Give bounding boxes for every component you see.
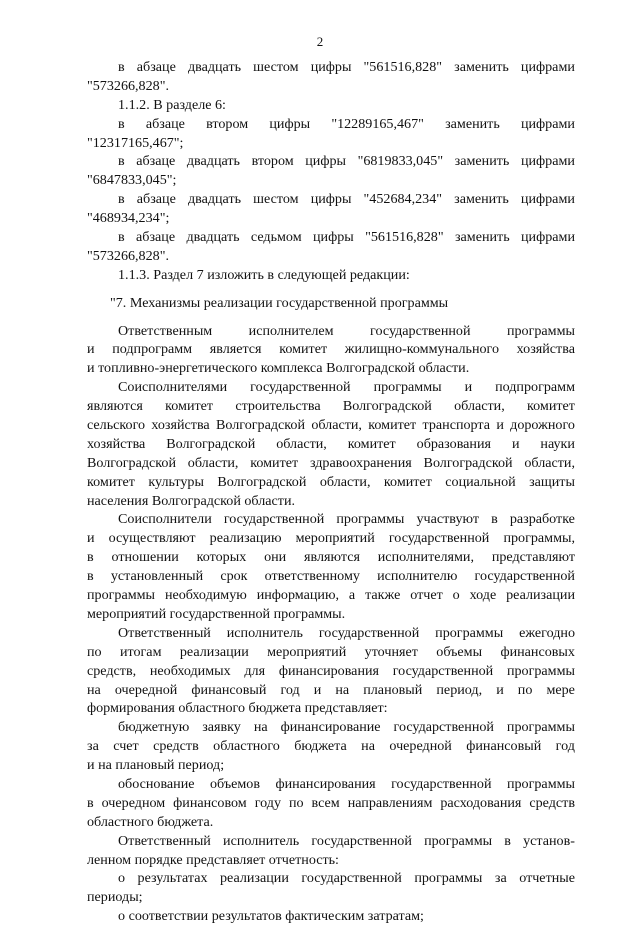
word: по — [517, 681, 533, 698]
word: финансирования — [278, 662, 380, 679]
word: цифры — [313, 229, 354, 246]
text-line — [87, 416, 575, 435]
word: втором — [206, 115, 249, 132]
word: цифры — [310, 191, 352, 208]
word: по — [288, 794, 304, 811]
word: реализацию — [209, 530, 282, 547]
word: государственной — [301, 870, 402, 887]
word: хозяйства — [87, 435, 146, 452]
word: государственной — [370, 322, 471, 339]
word: исполнителю — [377, 568, 458, 585]
word: они — [264, 549, 287, 566]
word: цифрами — [520, 115, 575, 132]
word: абзаце — [136, 229, 176, 246]
word: финансовый — [191, 681, 267, 698]
word: комитет — [250, 454, 299, 471]
word: образования — [416, 435, 491, 452]
word: год — [280, 681, 300, 698]
document-body — [87, 58, 575, 926]
text-line — [87, 171, 575, 190]
text-line — [87, 322, 575, 341]
line-text: и топливно-энергетического комплекса Волгоградской области. — [87, 360, 470, 377]
word: в — [118, 153, 125, 170]
word: государственной — [393, 719, 494, 736]
word: абзаце — [136, 191, 176, 208]
word: государственной — [318, 624, 420, 641]
word: области, — [311, 417, 362, 434]
word: реализации — [220, 870, 289, 887]
line-text: мероприятий государственной программы. — [87, 605, 346, 622]
word: ходе — [469, 587, 497, 604]
word: государственной — [391, 775, 492, 792]
word: абзаце — [136, 59, 176, 75]
text-line — [87, 662, 575, 681]
page-number: 2 — [316, 34, 324, 49]
word: подпрограмм — [495, 379, 575, 396]
word: программы, — [503, 530, 575, 547]
text-line — [87, 58, 575, 77]
word: цифрами — [520, 59, 575, 75]
line-text: 1.1.3. Раздел 7 изложить в следующей редакции: — [118, 266, 410, 283]
text-line — [87, 435, 575, 454]
word: мере — [546, 681, 575, 698]
word: комитет — [527, 398, 575, 415]
line-text: населения Волгоградской области. — [87, 492, 296, 509]
word: отчетные — [519, 870, 575, 887]
word: государственной — [250, 379, 351, 396]
word: году — [254, 794, 281, 811]
word: и — [464, 379, 473, 396]
text-line — [87, 548, 575, 567]
word: "6819833,045" — [357, 153, 444, 170]
word: Ответственным — [118, 322, 213, 339]
word: установленный — [110, 568, 204, 585]
word: Волгоградской — [423, 454, 513, 471]
line-text: ленном порядке представляет отчетность: — [87, 851, 339, 868]
word: социальной — [445, 473, 516, 490]
word: необходимую — [164, 587, 247, 604]
word: расходования — [440, 794, 522, 811]
word: очередной — [114, 681, 178, 698]
word: финансовых — [500, 643, 575, 660]
text-line — [87, 813, 575, 832]
line-text: периоды; — [87, 889, 143, 906]
text-line — [87, 794, 575, 813]
word: двадцать — [186, 153, 240, 170]
word: хозяйства — [516, 341, 575, 358]
word: комитет — [165, 398, 214, 415]
word: заменить — [454, 153, 510, 170]
word: являются — [304, 549, 360, 566]
text-line — [87, 529, 575, 548]
word: на — [335, 681, 350, 698]
text-line — [87, 775, 575, 794]
word: информацию, — [256, 587, 339, 604]
word: комитет — [347, 435, 396, 452]
word: государственной — [388, 530, 490, 547]
text-line — [87, 832, 575, 851]
line-text: "6847833,045"; — [87, 172, 177, 189]
word: являются — [87, 398, 143, 415]
text-line — [87, 643, 575, 662]
word: финансирования — [275, 775, 376, 792]
text-line — [87, 454, 575, 473]
word: объемов — [209, 775, 260, 792]
line-text: областного бюджета. — [87, 813, 214, 830]
word: программы — [506, 662, 575, 679]
word: программы — [435, 624, 504, 641]
word: защиты — [529, 473, 575, 490]
text-line — [87, 888, 575, 907]
word: программы — [373, 379, 442, 396]
text-line — [87, 152, 575, 171]
word: строительства — [235, 398, 321, 415]
word: Волгоградской — [215, 417, 305, 434]
word: уточняет — [364, 643, 418, 660]
word: на — [87, 681, 101, 698]
word: программы — [424, 832, 493, 849]
word: цифры — [305, 153, 346, 170]
word: государственной — [474, 568, 575, 585]
text-line — [87, 473, 575, 492]
word: отношении — [111, 549, 179, 566]
word: комитет — [383, 473, 432, 490]
word: Волгоградской — [166, 435, 256, 452]
word: бюджета — [294, 738, 347, 755]
word: реализации — [506, 587, 575, 604]
text-line — [87, 718, 575, 737]
word: также — [365, 587, 401, 604]
word: программы — [414, 870, 483, 887]
word: ответственному — [264, 568, 360, 585]
word: исполнитель — [223, 832, 300, 849]
word: "561516,828" — [365, 229, 444, 246]
word: результатах — [137, 870, 208, 887]
word: государственной — [392, 662, 494, 679]
word: бюджетную — [118, 719, 190, 736]
text-line — [87, 294, 575, 313]
word: обоснование — [118, 775, 195, 792]
text-line — [87, 378, 575, 397]
text-line — [87, 605, 575, 624]
word: в — [118, 229, 125, 246]
word: программы — [87, 587, 156, 604]
word: области, — [524, 454, 575, 471]
word: жилищно-коммунального — [344, 341, 500, 358]
word: цифрами — [520, 191, 575, 208]
word: программы — [506, 775, 575, 792]
word: Ответственный — [118, 832, 211, 849]
word: установ- — [523, 832, 575, 849]
word: "12289165,467" — [331, 115, 424, 132]
text-line — [87, 209, 575, 228]
word: области, — [187, 454, 239, 471]
line-text: "7. Механизмы реализации государственной программы — [110, 294, 449, 311]
word: отчет — [410, 587, 443, 604]
word: очередном — [101, 794, 166, 811]
word: абзаце — [145, 115, 185, 132]
text-line — [87, 247, 575, 266]
word: абзаце — [136, 153, 176, 170]
text-line — [87, 756, 575, 775]
word: в — [118, 59, 125, 75]
word: о — [452, 587, 460, 604]
word: необходимых — [149, 662, 231, 679]
line-text: "468934,234"; — [87, 210, 170, 227]
text-line — [87, 851, 575, 870]
word: двадцать — [187, 59, 242, 75]
word: программы — [506, 322, 575, 339]
text-line — [87, 77, 575, 96]
word: двадцать — [186, 229, 240, 246]
word: Волгоградской — [217, 473, 307, 490]
word: седьмом — [250, 229, 302, 246]
word: в — [491, 511, 498, 528]
word: срок — [220, 568, 248, 585]
text-line — [87, 586, 575, 605]
word: шестом — [253, 191, 299, 208]
word: и — [87, 530, 95, 547]
word: дорожного — [510, 417, 575, 434]
word: которых — [196, 549, 247, 566]
word: шестом — [253, 59, 299, 75]
word: средств, — [87, 662, 137, 679]
word: цифры — [269, 115, 311, 132]
word: является — [209, 341, 262, 358]
word: за — [494, 870, 507, 887]
word: на — [253, 719, 268, 736]
word: финансирование — [280, 719, 381, 736]
word: программы — [336, 511, 405, 528]
word: Соисполнителями — [118, 379, 228, 396]
word: заменить — [454, 191, 509, 208]
paragraph-gap — [87, 285, 575, 294]
text-line — [87, 266, 575, 285]
word: Волгоградской — [87, 454, 177, 471]
word: в — [87, 549, 94, 566]
text-line — [87, 96, 575, 115]
word: в — [87, 568, 94, 585]
word: всем — [311, 794, 340, 811]
line-text: "12317165,467"; — [87, 134, 184, 151]
word: исполнитель — [226, 624, 303, 641]
text-line — [87, 134, 575, 153]
word: культуры — [148, 473, 204, 490]
word: год — [555, 738, 575, 755]
line-text: о соответствии результатов фактическим затратам; — [118, 908, 424, 925]
word: подпрограмм — [112, 341, 193, 358]
word: и — [496, 681, 504, 698]
word: на — [361, 738, 375, 755]
word: двадцать — [187, 191, 242, 208]
text-line — [87, 510, 575, 529]
word: исполнителем — [248, 322, 334, 339]
word: и — [87, 341, 95, 358]
text-line — [87, 907, 575, 926]
text-line — [87, 397, 575, 416]
word: науки — [540, 435, 575, 452]
word: мероприятий — [295, 530, 375, 547]
word: разработке — [509, 511, 575, 528]
word: направлениям — [347, 794, 433, 811]
word: области, — [276, 435, 327, 452]
word: комитет — [279, 341, 328, 358]
word: исполнителями, — [377, 549, 474, 566]
text-line — [87, 699, 575, 718]
text-line — [87, 567, 575, 586]
word: в — [118, 115, 125, 132]
word: о — [118, 870, 126, 887]
word: по — [87, 643, 102, 660]
text-line — [87, 869, 575, 888]
word: хозяйства — [151, 417, 210, 434]
word: средств — [529, 794, 575, 811]
line-text: "573266,828". — [87, 77, 169, 94]
word: "561516,828" — [363, 59, 442, 75]
word: счет — [113, 738, 139, 755]
text-line — [87, 190, 575, 209]
word: в — [118, 191, 125, 208]
word: средств — [153, 738, 199, 755]
line-text: формирования областного бюджета представляет: — [87, 700, 388, 717]
text-line — [87, 492, 575, 511]
word: а — [348, 587, 356, 604]
word: очередной — [389, 738, 452, 755]
word: мероприятий — [267, 643, 347, 660]
word: период, — [436, 681, 483, 698]
word: Ответственный — [118, 624, 211, 641]
word: в — [87, 794, 94, 811]
line-text: 1.1.2. В разделе 6: — [118, 96, 226, 113]
word: "452684,234" — [363, 191, 442, 208]
word: в — [504, 832, 511, 849]
word: цифрами — [521, 229, 575, 246]
text-line — [87, 737, 575, 756]
word: здравоохранения — [309, 454, 412, 471]
word: транспорта — [422, 417, 490, 434]
word: государственной — [311, 832, 412, 849]
word: области, — [454, 398, 505, 415]
word: Соисполнители — [118, 511, 212, 528]
word: комитет — [87, 473, 135, 490]
line-text: "573266,828". — [87, 247, 169, 264]
word: и — [313, 681, 322, 698]
word: ежегодно — [519, 624, 575, 641]
word: для — [244, 662, 266, 679]
text-line — [87, 681, 575, 700]
word: области, — [319, 473, 371, 490]
text-line — [87, 359, 575, 378]
text-line — [87, 624, 575, 643]
text-line — [87, 340, 575, 359]
line-text: и на плановый период; — [87, 757, 225, 774]
word: государственной — [223, 511, 325, 528]
word: реализации — [179, 643, 249, 660]
word: финансовом — [173, 794, 247, 811]
word: заменить — [454, 59, 509, 75]
text-line — [87, 115, 575, 134]
text-line — [87, 228, 575, 247]
word: сельского — [87, 417, 146, 434]
word: заявку — [202, 719, 241, 736]
word: цифры — [310, 59, 352, 75]
word: комитет — [368, 417, 417, 434]
word: и — [511, 435, 520, 452]
word: за — [87, 738, 99, 755]
word: осуществляют — [108, 530, 196, 547]
word: плановый — [363, 681, 423, 698]
word: программы — [506, 719, 575, 736]
word: итогам — [119, 643, 162, 660]
word: объемы — [436, 643, 483, 660]
word: представляют — [491, 549, 575, 566]
word: цифрами — [520, 153, 575, 170]
word: участвуют — [416, 511, 480, 528]
word: финансовый — [466, 738, 542, 755]
word: заменить — [454, 229, 510, 246]
word: и — [496, 417, 504, 434]
word: Волгоградской — [342, 398, 432, 415]
word: областного — [213, 738, 280, 755]
word: втором — [251, 153, 294, 170]
word: заменить — [445, 115, 500, 132]
paragraph-gap — [87, 313, 575, 322]
